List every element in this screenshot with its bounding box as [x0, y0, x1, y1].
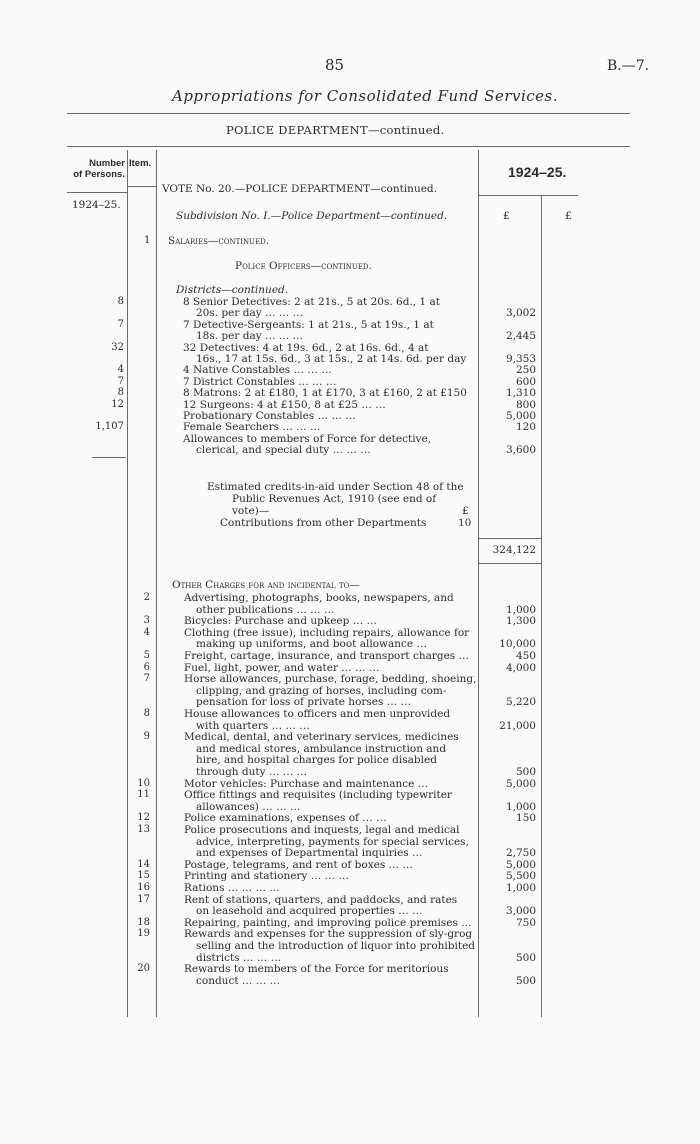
salary-line: 4 Native Constables … … …	[183, 364, 332, 377]
salary-amount: 3,600	[505, 444, 536, 457]
persons-count: 1,107	[95, 421, 124, 433]
item-number: 12	[137, 812, 150, 824]
charge-amount: 1,000	[505, 603, 536, 616]
charge-amount: 150	[515, 812, 536, 825]
persons-count: 32	[111, 341, 124, 353]
charge-line: making up uniforms, and boot allowance …	[196, 638, 427, 651]
charge-line: Horse allowances, purchase, forage, bedding, shoeing,	[184, 673, 477, 686]
charge-line: hire, and hospital charges for police disabled	[196, 754, 437, 767]
credits-line: Public Revenues Act, 1910 (see end of	[232, 493, 437, 505]
charge-amount: 3,000	[505, 905, 536, 918]
persons-header-rule	[67, 192, 127, 193]
charge-line: with quarters … … …	[196, 719, 310, 732]
charge-line: Motor vehicles: Purchase and maintenance …	[184, 777, 429, 790]
item-column-divider	[156, 150, 157, 1017]
charge-line: Freight, cartage, insurance, and transport charges …	[184, 650, 470, 662]
charge-line: Rewards to members of the Force for meritorious	[184, 963, 449, 976]
charge-line: and medical stores, ambulance instruction and	[196, 742, 447, 755]
item-column-header: Item.	[129, 158, 152, 169]
charge-amount: 4,000	[505, 661, 536, 674]
police-officers-subheading: Police Officers—continued.	[235, 260, 372, 272]
salary-amount: 2,445	[505, 330, 536, 343]
item-number: 3	[143, 615, 150, 627]
charge-amount: 450	[515, 650, 536, 662]
salary-amount: 120	[515, 421, 536, 434]
charge-line: other publications … … …	[196, 603, 335, 616]
charge-line: Printing and stationery … … …	[184, 870, 349, 883]
persons-year-label: 1924–25.	[72, 199, 121, 211]
item-number: 8	[143, 708, 150, 719]
charge-amount: 5,000	[505, 858, 536, 871]
persons-column-header-line1: Number	[89, 158, 125, 169]
persons-count: 7	[117, 318, 124, 330]
item-number: 6	[143, 661, 150, 673]
salary-amount: 1,310	[505, 387, 536, 400]
charge-line: on leasehold and acquired properties … …	[196, 905, 423, 918]
salary-line: clerical, and special duty … … …	[196, 444, 371, 457]
document-reference: B.—7.	[607, 58, 650, 74]
persons-total-rule	[92, 457, 126, 458]
item-number: 13	[137, 824, 150, 835]
charge-line: clipping, and grazing of horses, including com-	[196, 684, 447, 697]
item-number: 15	[137, 870, 150, 882]
persons-column-header-line2: of Persons.	[73, 169, 125, 180]
persons-column-divider	[127, 150, 128, 1017]
persons-count: 8	[117, 296, 124, 307]
charge-line: Fuel, light, power, and water … … …	[184, 661, 380, 674]
year-header-rule	[478, 195, 578, 196]
salary-line: 7 District Constables … … …	[183, 375, 337, 388]
subdivision-title: Subdivision No. I.—Police Department—continued.	[176, 210, 448, 222]
item-number: 16	[137, 882, 150, 893]
charge-line: Police examinations, expenses of … …	[184, 812, 387, 825]
persons-count: 8	[117, 387, 124, 399]
credits-line: vote)—	[232, 505, 270, 517]
salary-line: 8 Matrons: 2 at £180, 1 at £170, 3 at £160, 2 at £150	[183, 387, 467, 400]
item-number: 10	[137, 777, 150, 789]
contributions-amount: 10	[458, 517, 472, 529]
charge-amount: 5,000	[505, 777, 536, 790]
item-number: 20	[137, 963, 150, 975]
salary-amount: 5,000	[505, 410, 536, 422]
charge-line: Repairing, painting, and improving police premises …	[184, 916, 472, 929]
salary-amount: 800	[515, 398, 536, 411]
department-heading: POLICE DEPARTMENT—continued.	[226, 123, 445, 137]
salary-line: Allowances to members of Force for detective,	[183, 432, 432, 445]
salary-line: Female Searchers … … …	[183, 421, 321, 434]
charge-amount: 21,000	[499, 719, 536, 732]
salaries-item-number: 1	[144, 235, 151, 246]
charge-line: Rewards and expenses for the suppression of sly-grog	[184, 928, 473, 941]
charge-amount: 2,750	[505, 847, 536, 860]
districts-label: Districts—continued.	[176, 284, 289, 296]
salary-line: 18s. per day … … …	[196, 330, 304, 343]
contributions-label: Contributions from other Departments	[220, 517, 427, 529]
amount-column-right-rule	[541, 195, 542, 1017]
charge-line: conduct … … …	[196, 974, 281, 987]
salaries-total-rule-bottom	[478, 563, 541, 564]
charge-line: Medical, dental, and veterinary services, medicines	[184, 731, 459, 744]
table-top-rule	[67, 146, 630, 147]
credits-pound-sign: £	[462, 505, 469, 517]
item-number: 11	[137, 789, 150, 801]
salary-line: 20s. per day … … …	[196, 307, 304, 320]
charge-amount: 500	[515, 766, 536, 778]
charge-amount: 5,220	[505, 696, 536, 709]
item-number: 17	[137, 893, 150, 905]
item-header-rule	[127, 186, 157, 187]
charge-amount: 1,300	[505, 615, 536, 628]
charge-amount: 10,000	[499, 638, 536, 651]
salary-amount: 600	[515, 375, 536, 388]
salary-line: Probationary Constables … … …	[183, 410, 356, 422]
item-number: 5	[143, 650, 150, 661]
persons-count: 7	[117, 375, 124, 387]
salary-amount: 250	[515, 364, 536, 377]
salary-line: 16s., 17 at 15s. 6d., 3 at 15s., 2 at 14s. 6d. per day	[196, 353, 467, 365]
charge-line: Clothing (free issue), including repairs, allowance for	[184, 626, 470, 639]
charge-line: Rations … … … …	[184, 882, 280, 894]
charge-line: House allowances to officers and men unprovided	[184, 708, 451, 720]
vote-title: VOTE No. 20.—POLICE DEPARTMENT—continued.	[162, 183, 437, 195]
charge-line: through duty … … …	[196, 766, 308, 778]
credits-line: Estimated credits-in-aid under Section 48 of the	[207, 481, 464, 493]
item-number: 9	[143, 731, 150, 743]
year-column-header: 1924–25.	[508, 164, 567, 180]
charge-line: Office fittings and requisites (including typewriter	[184, 789, 452, 802]
charge-line: and expenses of Departmental inquiries …	[196, 847, 423, 860]
page-title: Appropriations for Consolidated Fund Services.	[172, 87, 559, 105]
charge-line: districts … … …	[196, 951, 282, 964]
charge-line: advice, interpreting, payments for special services,	[196, 835, 469, 848]
charge-amount: 1,000	[505, 800, 536, 813]
charge-line: pensation for loss of private horses … …	[196, 696, 412, 709]
charge-line: Rent of stations, quarters, and paddocks, and rates	[184, 893, 458, 906]
charge-line: Police prosecutions and inquests, legal and medical	[184, 824, 460, 836]
salary-line: 12 Surgeons: 4 at £150, 8 at £25 … …	[183, 398, 386, 411]
salaries-total-rule-top	[478, 538, 541, 539]
salaries-total: 324,122	[492, 544, 536, 556]
persons-count: 4	[117, 364, 124, 376]
charge-amount: 5,500	[505, 870, 536, 883]
other-charges-heading: Other Charges for and incidental to—	[172, 579, 360, 591]
header-rule	[67, 113, 630, 114]
charge-amount: 750	[515, 916, 536, 929]
salary-amount: 3,002	[505, 307, 536, 320]
salary-line: 32 Detectives: 4 at 19s. 6d., 2 at 16s. 6d., 4 at	[183, 341, 429, 354]
persons-count: 12	[111, 398, 124, 410]
pound-sign-column-2: £	[565, 210, 572, 222]
charge-line: Advertising, photographs, books, newspapers, and	[184, 592, 454, 604]
charge-line: allowances) … … …	[196, 800, 301, 813]
item-number: 2	[143, 592, 150, 603]
charge-line: selling and the introduction of liquor into prohibited	[196, 940, 475, 952]
charge-line: Bicycles: Purchase and upkeep … …	[184, 615, 378, 628]
amount-column-left-rule	[478, 150, 479, 1017]
salary-amount: 9,353	[505, 353, 536, 365]
charge-amount: 500	[515, 974, 536, 987]
item-number: 14	[137, 858, 150, 870]
charge-line: Postage, telegrams, and rent of boxes … …	[184, 858, 413, 871]
pound-sign-column-1: £	[503, 210, 510, 222]
charge-amount: 500	[515, 951, 536, 964]
item-number: 18	[137, 916, 150, 928]
salary-line: 8 Senior Detectives: 2 at 21s., 5 at 20s. 6d., 1 at	[183, 296, 440, 308]
item-number: 7	[143, 673, 150, 685]
salaries-heading: Salaries—continued.	[168, 235, 270, 247]
page-number: 85	[325, 56, 345, 74]
item-number: 19	[137, 928, 150, 940]
charge-amount: 1,000	[505, 882, 536, 894]
salary-line: 7 Detective-Sergeants: 1 at 21s., 5 at 19s., 1 at	[183, 318, 434, 331]
item-number: 4	[143, 626, 150, 638]
